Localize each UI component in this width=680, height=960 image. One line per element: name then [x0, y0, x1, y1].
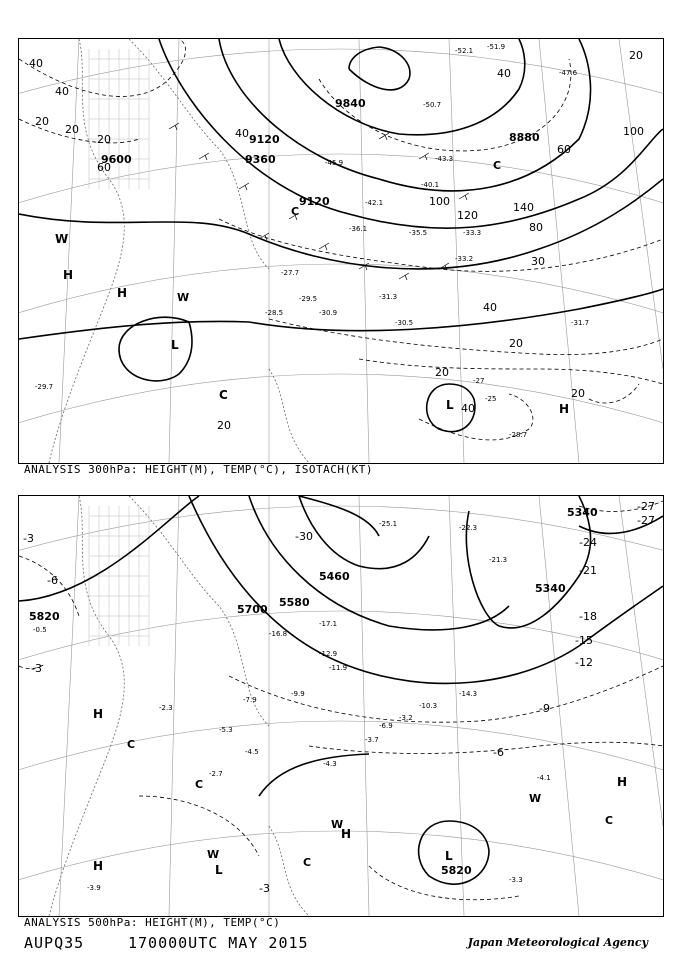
coastline: [49, 39, 309, 463]
temp-label: -3.2: [399, 714, 413, 722]
low-pressure-symbol: L: [446, 398, 454, 412]
temp-label: -0.5: [33, 626, 47, 634]
temp-label: -3.9: [87, 884, 101, 892]
temp-label: -21.3: [489, 556, 508, 564]
valid-time: 170000UTC MAY 2015: [128, 934, 309, 952]
temp-label: -25: [485, 395, 497, 403]
cold-center-symbol: C: [291, 205, 300, 218]
isotach-label: 40: [29, 57, 43, 70]
map-500hpa: [18, 495, 664, 917]
isotach-label: 20: [35, 115, 49, 128]
temp-label: -6.9: [379, 722, 393, 730]
temp-label: -4.1: [537, 774, 551, 782]
isotach-label: 60: [97, 161, 111, 174]
cold-center-symbol: C: [195, 778, 204, 791]
isotherm-label: -30: [295, 530, 313, 543]
height-label: 9840: [335, 97, 366, 110]
warm-center-symbol: W: [529, 792, 542, 805]
low-pressure-symbol: L: [445, 849, 453, 863]
isotach-label: 100: [429, 195, 450, 208]
high-pressure-symbol: H: [93, 859, 104, 873]
temp-label: -25.1: [379, 520, 398, 528]
isotach-label: 20: [509, 337, 523, 350]
temp-label: -42.1: [365, 199, 384, 207]
temp-label: -12.9: [319, 650, 338, 658]
isotach-label: 40: [55, 85, 69, 98]
temp-label: -29.5: [299, 295, 318, 303]
high-pressure-symbol: H: [117, 286, 128, 300]
map-500hpa-canvas: [19, 496, 663, 916]
graticule: [19, 496, 663, 916]
isotach-label: 120: [457, 209, 478, 222]
height-label: 5820: [29, 610, 60, 623]
height-label: 9120: [299, 195, 330, 208]
isotherm-label: -3: [31, 662, 42, 675]
temp-label: -27: [473, 377, 485, 385]
temp-label: -29.7: [35, 383, 54, 391]
chart-code: AUPQ35: [24, 934, 85, 952]
temp-label: -30.9: [319, 309, 338, 317]
temp-label: -33.3: [463, 229, 482, 237]
isotach-label: 20: [65, 123, 79, 136]
height-label: 5700: [237, 603, 268, 616]
warm-center-symbol: W: [177, 291, 190, 304]
temp-label: -50.7: [423, 101, 442, 109]
temp-label: -11.9: [329, 664, 348, 672]
isotach-label: 60: [557, 143, 571, 156]
temp-label: -3.7: [365, 736, 379, 744]
temp-label: -7.9: [243, 696, 257, 704]
isotherm-label: -3: [259, 882, 270, 895]
temp-label: -17.1: [319, 620, 338, 628]
isotach-label: 40: [497, 67, 511, 80]
isotherm-label: -18: [579, 610, 597, 623]
temp-label: -4.3: [323, 760, 337, 768]
temp-label: -43.3: [435, 155, 454, 163]
temp-label: -35.5: [409, 229, 428, 237]
high-pressure-symbol: H: [63, 268, 74, 282]
isotherm-label: -9: [539, 702, 550, 715]
temp-label: -28.7: [509, 431, 528, 439]
high-pressure-symbol: H: [617, 775, 628, 789]
temp-label: -51.9: [487, 43, 506, 51]
isotach-label: 20: [97, 133, 111, 146]
isotach-label: 80: [529, 221, 543, 234]
isotach-label: 100: [623, 125, 644, 138]
temp-label: -30.5: [395, 319, 414, 327]
warm-center-symbol: W: [331, 818, 344, 831]
temp-label: -14.3: [459, 690, 478, 698]
isotach-label: 40: [235, 127, 249, 140]
temp-label: -52.1: [455, 47, 474, 55]
caption-500hpa: ANALYSIS 500hPa: HEIGHT(M), TEMP(°C): [24, 916, 281, 929]
temp-label: -3.3: [509, 876, 523, 884]
height-label: 8880: [509, 131, 540, 144]
cold-center-symbol: C: [219, 388, 228, 402]
isotach-label: 20: [629, 49, 643, 62]
height-label: 9360: [245, 153, 276, 166]
caption-300hpa: ANALYSIS 300hPa: HEIGHT(M), TEMP(°C), ISOTACH(KT): [24, 463, 374, 476]
high-pressure-symbol: H: [93, 707, 104, 721]
isotherm-labels: [23, 500, 655, 895]
height-label: 5580: [279, 596, 310, 609]
isotach-label: 20: [435, 366, 449, 379]
height-label: 5340: [567, 506, 598, 519]
isotherm-label: -15: [575, 634, 593, 647]
height-label: 5820: [441, 864, 472, 877]
temp-label: -5.3: [219, 726, 233, 734]
isotach-label: 30: [531, 255, 545, 268]
isotherm-label: -27: [637, 500, 655, 513]
warm-center-symbol: W: [55, 232, 69, 246]
temp-label: -47.6: [559, 69, 578, 77]
height-label: 9600: [101, 153, 132, 166]
temp-label: -16.8: [269, 630, 288, 638]
temp-label: -45.9: [325, 159, 344, 167]
isotherm-label: -27: [637, 514, 655, 527]
temp-label: -36.1: [349, 225, 368, 233]
cold-center-symbol: C: [493, 159, 502, 172]
temp-label: -22.3: [459, 524, 478, 532]
temperature-labels: [35, 43, 589, 439]
warm-center-symbol: W: [207, 848, 220, 861]
temp-label: -40.1: [421, 181, 440, 189]
temp-label: -28.5: [265, 309, 284, 317]
low-pressure-symbol: L: [171, 338, 179, 352]
isotach-label: 140: [513, 201, 534, 214]
temp-label: -10.3: [419, 702, 438, 710]
temp-label: -33.2: [455, 255, 474, 263]
agency-name: Japan Meteorological Agency: [467, 936, 648, 949]
temp-label: -9.9: [291, 690, 305, 698]
cold-center-symbol: C: [605, 814, 614, 827]
isotach-label: 40: [461, 402, 475, 415]
isotherm-label: -6: [493, 746, 504, 759]
isotherm-label: -12: [575, 656, 593, 669]
cold-center-symbol: C: [127, 738, 136, 751]
isotherm-label: -24: [579, 536, 597, 549]
isotherm-label: -3: [23, 532, 34, 545]
temp-label: -2.3: [159, 704, 173, 712]
cold-center-symbol: C: [303, 856, 312, 869]
isotherm-label: -21: [579, 564, 597, 577]
coastline: [49, 496, 312, 916]
temp-label: -31.7: [571, 319, 590, 327]
isotherm-label: -6: [47, 574, 58, 587]
hatched-area: [89, 506, 149, 646]
height-label: 5460: [319, 570, 350, 583]
low-pressure-symbol: L: [215, 863, 223, 877]
high-pressure-symbol: H: [559, 402, 570, 416]
high-pressure-symbol: H: [341, 827, 352, 841]
isotach-label: 20: [571, 387, 585, 400]
height-label: 5340: [535, 582, 566, 595]
isotach-label: 20: [217, 419, 231, 432]
map-300hpa-canvas: [19, 39, 663, 463]
temp-label: -31.3: [379, 293, 398, 301]
temp-label: -4.5: [245, 748, 259, 756]
temp-label: -2.7: [209, 770, 223, 778]
temp-label: -27.7: [281, 269, 300, 277]
isotach-label: 40: [483, 301, 497, 314]
map-300hpa: [18, 38, 664, 464]
height-label: 9120: [249, 133, 280, 146]
